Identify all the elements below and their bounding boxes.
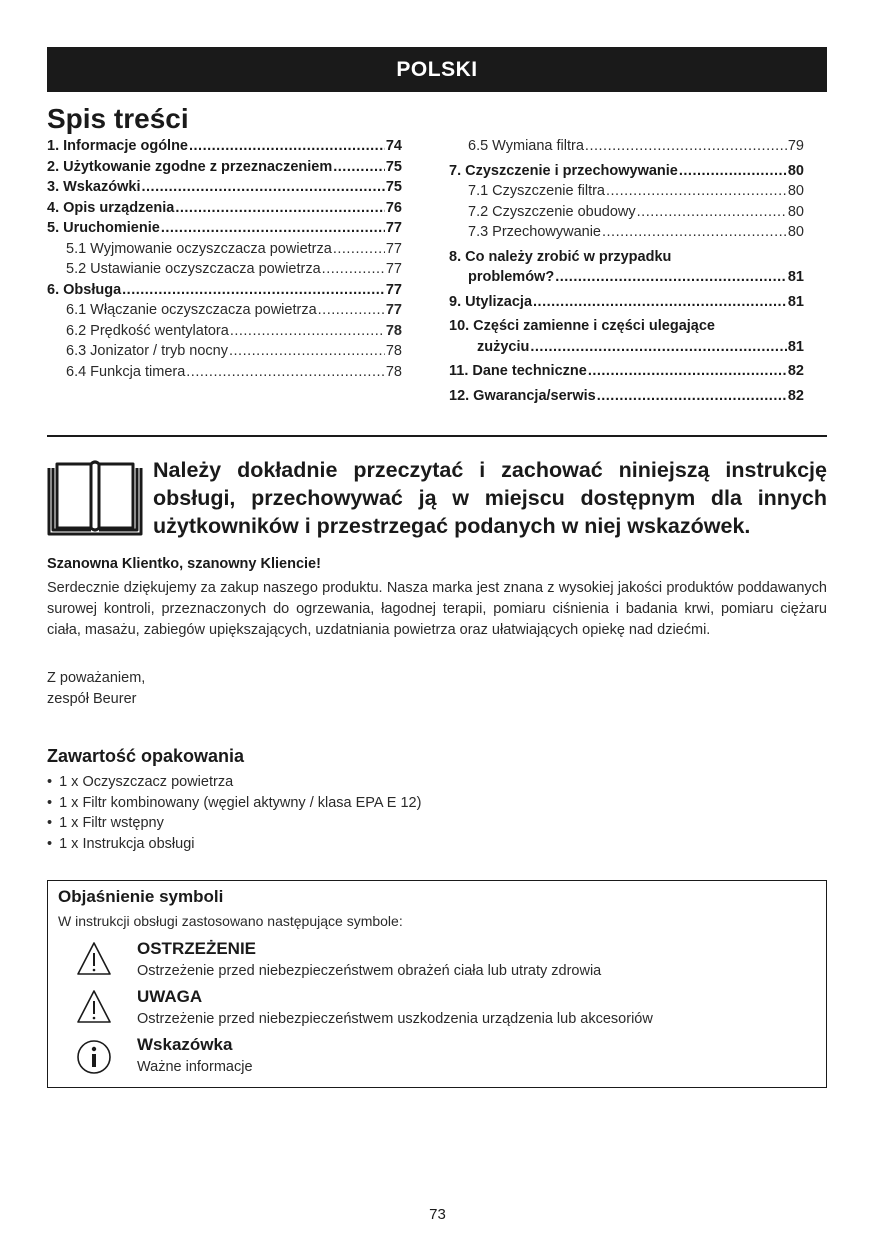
- list-item: • 1 x Instrukcja obsługi: [47, 834, 421, 855]
- toc-subentry[interactable]: 6.5 Wymiana filtra ..... 79: [449, 136, 804, 157]
- closing: [47, 668, 145, 710]
- closing-signature: zespół Beurer: [47, 691, 137, 707]
- section-divider: [47, 435, 827, 437]
- toc-entry[interactable]: 12. Gwarancja/serwis ..... 82: [449, 386, 804, 407]
- symbol-name: OSTRZEŻENIE: [137, 939, 257, 958]
- warning-triangle-icon: [76, 989, 112, 1025]
- open-book-icon: [47, 458, 143, 538]
- toc-entry[interactable]: 11. Dane techniczne ..... 82: [449, 361, 804, 382]
- toc-entry[interactable]: 3. Wskazówki ..... 75: [47, 177, 402, 198]
- toc-subentry[interactable]: 5.1 Wyjmowanie oczyszczacza powietrza ..... 77: [47, 239, 402, 260]
- toc-subentry[interactable]: 7.1 Czyszczenie filtra ..... 80: [449, 181, 804, 202]
- intro-paragraph: Serdecznie dziękujemy za zakup naszego produktu. Nasza marka jest znana z wysokiej jakości produktów poddawanych surowej kontroli, przeznaczonych do ogrzewania, łagodnej terapii, pomiaru ciśnienia i badania krwi, pomiaru ciężaru ciała, masażu, zabiegów upiększających, uzdatniania powietrza oraz ułatwiających opiekę nad dziećmi.: [47, 580, 827, 638]
- language-header: [47, 47, 827, 92]
- toc-entry[interactable]: 1. Informacje ogólne ..... 74: [47, 136, 402, 157]
- toc-subentry[interactable]: 7.3 Przechowywanie ..... 80: [449, 222, 804, 243]
- symbols-legend-box: [47, 880, 827, 1088]
- toc-right-column: [449, 136, 804, 406]
- list-item: • 1 x Filtr kombinowany (węgiel aktywny / klasa EPA E 12): [47, 793, 421, 814]
- language-label: POLSKI: [396, 57, 478, 81]
- symbol-name: Wskazówka: [137, 1035, 233, 1054]
- list-item: • 1 x Oczyszczacz powietrza: [47, 772, 421, 793]
- salutation: Szanowna Klientko, szanowny Kliencie!: [47, 556, 321, 572]
- list-item: • 1 x Filtr wstępny: [47, 813, 421, 834]
- toc-entry[interactable]: 5. Uruchomienie ..... 77: [47, 218, 402, 239]
- package-contents-list: [47, 772, 421, 854]
- toc-subentry[interactable]: 7.2 Czyszczenie obudowy ..... 80: [449, 202, 804, 223]
- symbol-description: Ostrzeżenie przed niebezpieczeństwem obrażeń ciała lub utraty zdrowia: [137, 963, 602, 979]
- toc-entry[interactable]: 9. Utylizacja ..... 81: [449, 292, 804, 313]
- symbol-description: Ważne informacje: [137, 1059, 253, 1075]
- toc-subentry[interactable]: 5.2 Ustawianie oczyszczacza powietrza ..... 77: [47, 259, 402, 280]
- toc-entry[interactable]: 4. Opis urządzenia ..... 76: [47, 198, 402, 219]
- toc-entry-line1[interactable]: 8. Co należy zrobić w przypadku: [449, 248, 672, 265]
- toc-entry-line1[interactable]: 10. Części zamienne i części ulegające: [449, 318, 715, 334]
- read-instructions-note: Należy dokładnie przeczytać i zachować niniejszą instrukcję obsługi, przechowywać ją w miejscu dostępnym dla innych użytkowników i przestrzegać podanych w niej wskazówek.: [153, 458, 827, 538]
- toc-subentry[interactable]: 6.3 Jonizator / tryb nocny ..... 78: [47, 341, 402, 362]
- symbols-intro: W instrukcji obsługi zastosowano następujące symbole:: [58, 913, 403, 929]
- toc-subentry[interactable]: 6.4 Funkcja timera ..... 78: [47, 362, 402, 383]
- symbol-name: UWAGA: [137, 987, 203, 1006]
- package-contents-title: Zawartość opakowania: [47, 746, 245, 766]
- toc-subentry[interactable]: 6.2 Prędkość wentylatora ..... 78: [47, 321, 402, 342]
- warning-triangle-icon: [76, 941, 112, 977]
- toc-entry[interactable]: 2. Użytkowanie zgodne z przeznaczeniem ..... 75: [47, 157, 402, 178]
- toc-entry[interactable]: problemów? ..... 81: [449, 267, 804, 288]
- closing-line: Z poważaniem,: [47, 670, 146, 686]
- toc-subentry[interactable]: 6.1 Włączanie oczyszczacza powietrza ..... 77: [47, 300, 402, 321]
- info-circle-icon: [76, 1039, 112, 1075]
- toc-entry[interactable]: zużyciu ..... 81: [449, 337, 804, 358]
- toc-entry[interactable]: 6. Obsługa ..... 77: [47, 280, 402, 301]
- page-number: 73: [429, 1206, 446, 1223]
- toc-left-column: [47, 136, 402, 382]
- toc-entry[interactable]: 7. Czyszczenie i przechowywanie ..... 80: [449, 161, 804, 182]
- symbols-title: Objaśnienie symboli: [58, 887, 224, 906]
- symbol-description: Ostrzeżenie przed niebezpieczeństwem uszkodzenia urządzenia lub akcesoriów: [137, 1011, 653, 1027]
- toc-title: Spis treści: [47, 103, 189, 134]
